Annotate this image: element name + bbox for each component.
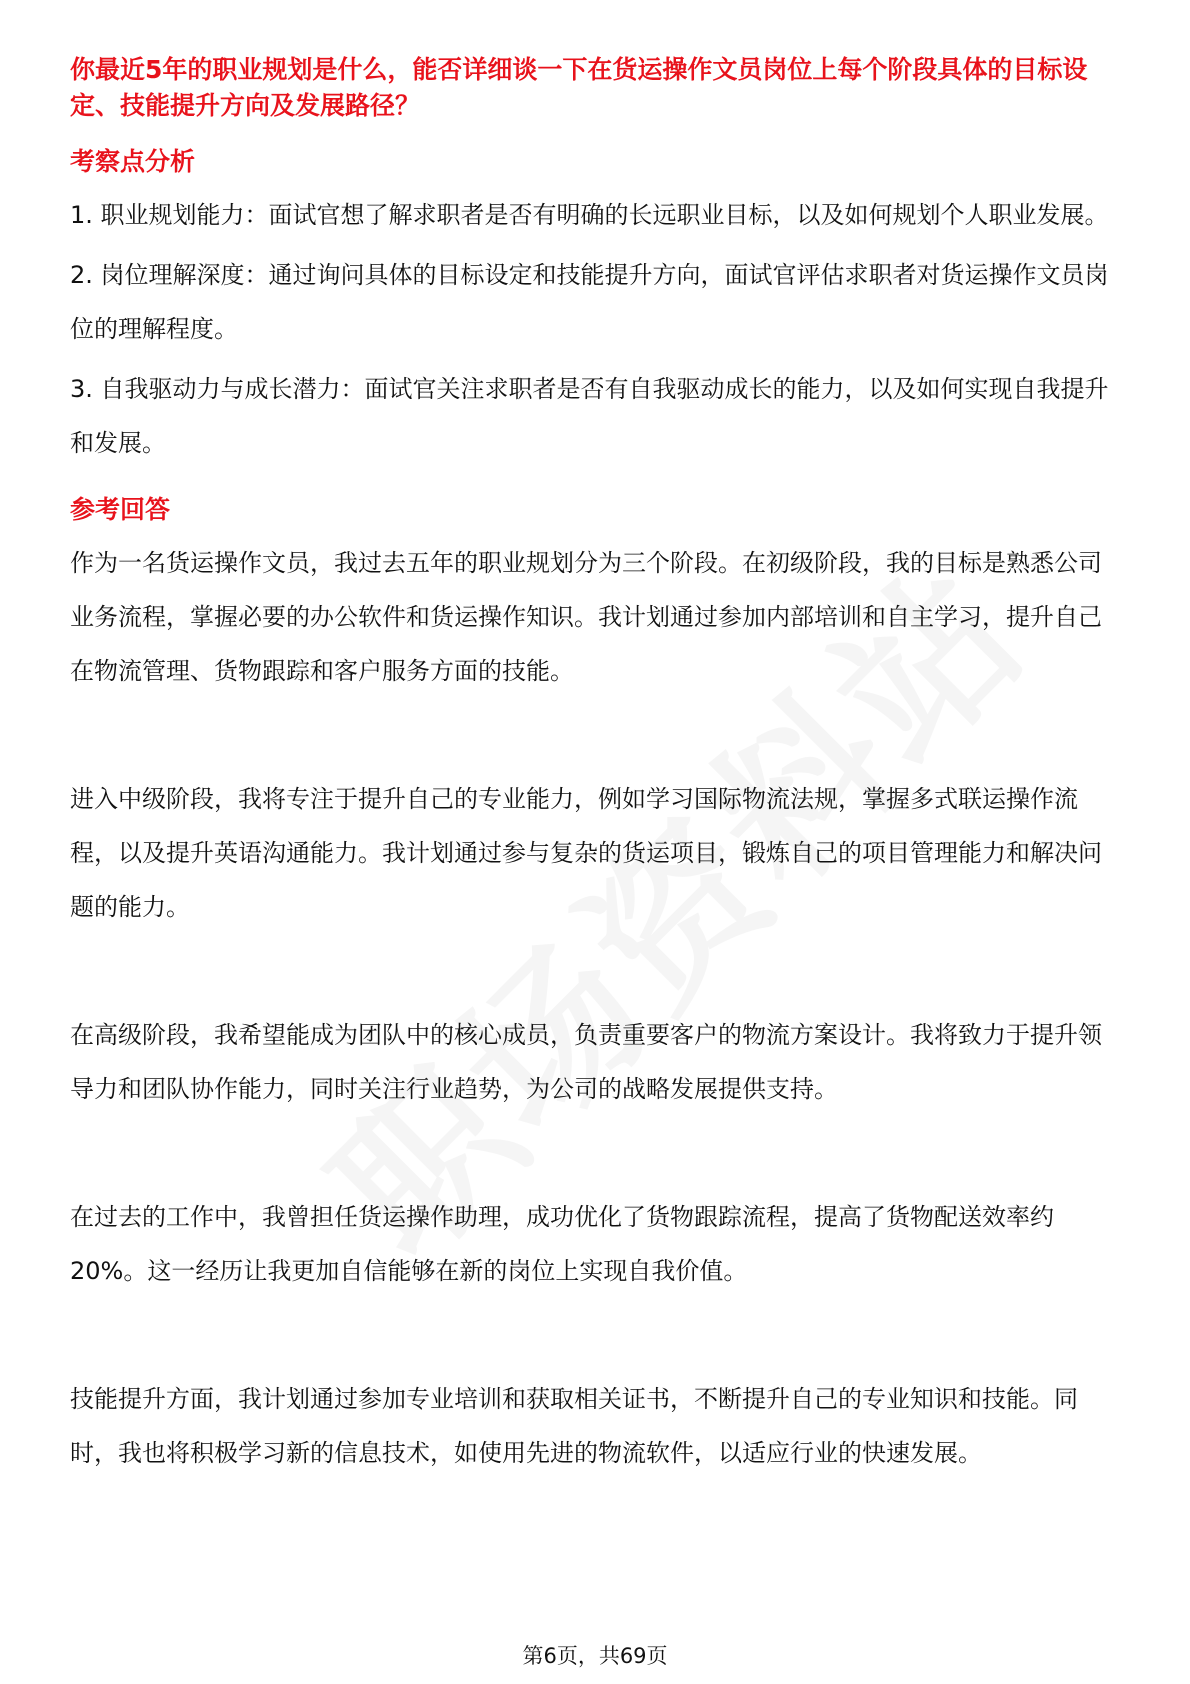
answer-paragraph: 在过去的工作中，我曾担任货运操作助理，成功优化了货物跟踪流程，提高了货物配送效率约20%。这一经历让我更加自信能够在新的岗位上实现自我价值。 [70, 1203, 1054, 1285]
analysis-item: 3. 自我驱动力与成长潜力：面试官关注求职者是否有自我驱动成长的能力，以及如何实现自我提升和发展。 [70, 375, 1109, 457]
document-page [70, 52, 1120, 1480]
analysis-list [70, 188, 1120, 470]
answer-paragraph: 作为一名货运操作文员，我过去五年的职业规划分为三个阶段。在初级阶段，我的目标是熟悉公司业务流程，掌握必要的办公软件和货运操作知识。我计划通过参加内部培训和自主学习，提升自己在物流管理、货物跟踪和客户服务方面的技能。 [70, 549, 1102, 685]
answer-title: 参考回答 [70, 495, 171, 524]
answer-paragraph: 进入中级阶段，我将专注于提升自己的专业能力，例如学习国际物流法规，掌握多式联运操作流程，以及提升英语沟通能力。我计划通过参与复杂的货运项目，锻炼自己的项目管理能力和解决问题的能力。 [70, 785, 1102, 921]
answer-paragraph: 在高级阶段，我希望能成为团队中的核心成员，负责重要客户的物流方案设计。我将致力于提升领导力和团队协作能力，同时关注行业趋势，为公司的战略发展提供支持。 [70, 1021, 1102, 1103]
analysis-item: 2. 岗位理解深度：通过询问具体的目标设定和技能提升方向，面试官评估求职者对货运操作文员岗位的理解程度。 [70, 261, 1109, 343]
analysis-item: 1. 职业规划能力：面试官想了解求职者是否有明确的长远职业目标，以及如何规划个人职业发展。 [70, 201, 1109, 229]
question-heading: 你最近5年的职业规划是什么，能否详细谈一下在货运操作文员岗位上每个阶段具体的目标设定、技能提升方向及发展路径？ [70, 55, 1088, 120]
answer-body [70, 536, 1120, 1480]
page-number: 第6页，共69页 [522, 1644, 668, 1668]
answer-paragraph: 技能提升方面，我计划通过参加专业培训和获取相关证书，不断提升自己的专业知识和技能。同时，我也将积极学习新的信息技术，如使用先进的物流软件，以适应行业的快速发展。 [70, 1385, 1078, 1467]
analysis-title: 考察点分析 [70, 147, 196, 176]
